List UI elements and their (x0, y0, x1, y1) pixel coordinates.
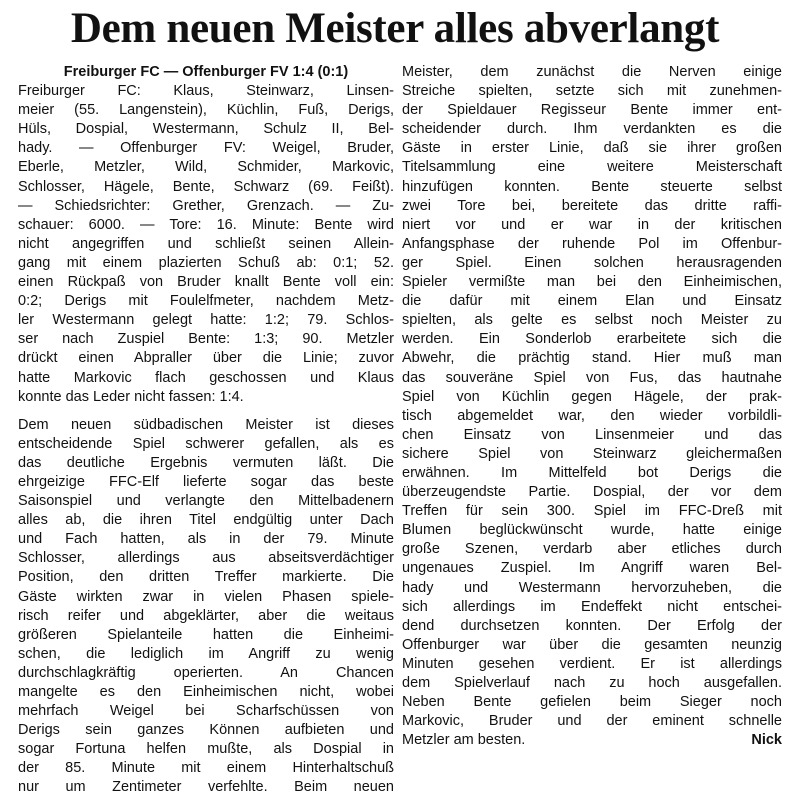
right-column-line (402, 63, 782, 82)
line-text: der 85. Minute mit einem Hinterhaltschuß (18, 760, 394, 777)
line-text: risch reifer und abgeklärter, aber die weitaus (18, 607, 394, 624)
line-text: nicht angegriffen und schließt seinen Allein- (18, 235, 394, 252)
right-column-line (402, 579, 782, 598)
left-column-line (18, 349, 394, 368)
line-text: große Szenen, verdarb aber etliches durch (402, 541, 782, 558)
left-column-line (18, 588, 394, 607)
line-text: dend durchsetzen konnten. Der Erfolg der (402, 617, 782, 634)
left-column-line (18, 778, 394, 797)
right-column-line (402, 731, 782, 750)
line-text: chen Einsatz von Linsenmeier und das (402, 426, 782, 443)
line-text: sich allerdings im Endeffekt nicht entschei- (402, 598, 782, 615)
line-text: ler Westermann gelegt hatte: 1:2; 79. Schlos- (18, 312, 394, 329)
line-text: Hüls, Dospial, Westermann, Schulz II, Bel- (18, 121, 394, 138)
line-text: durchschlagkräftig operierten. An Chancen (18, 664, 394, 681)
right-column-line (402, 388, 782, 407)
left-column (18, 63, 394, 798)
right-column-line (402, 540, 782, 559)
line-text: hady. — Offenburger FV: Weigel, Bruder, (18, 140, 394, 157)
line-text: Markovic, Bruder und der eminent schnelle (402, 713, 782, 730)
right-column-line (402, 407, 782, 426)
left-column-line (18, 197, 394, 216)
line-text: erwähnen. Im Mittelfeld bot Derigs die (402, 464, 782, 481)
left-column-line (18, 369, 394, 388)
line-text: Schlosser, allerdings aus abseitsverdächtiger (18, 550, 394, 567)
right-column-line (402, 655, 782, 674)
left-column-line (18, 740, 394, 759)
line-text: sichere Spiel von Steinwarz gleichermaßen (402, 445, 782, 462)
line-text: hatte Markovic flach geschossen und Klaus (18, 369, 394, 386)
line-text: Gäste in erster Linie, daß sie ihrer großen (402, 140, 782, 157)
right-column-line (402, 216, 782, 235)
line-text: Anfangsphase der ruhende Pol im Offenbur- (402, 235, 782, 252)
right-column-line (402, 197, 782, 216)
right-column-line (402, 674, 782, 693)
line-text: drückt einen Abpraller über die Linie; zuvor (18, 350, 394, 367)
left-column-line (18, 311, 394, 330)
line-text: Blumen beglückwünscht wurde, hatte einige (402, 522, 782, 539)
left-column-line (18, 721, 394, 740)
line-text: Titelsammlung eine weitere Meisterschaft (402, 159, 782, 176)
line-text: Derigs sein ganzes Können aufbieten und (18, 722, 394, 739)
line-text: scheidender durch. Ihm verdankten es die (402, 121, 782, 138)
line-text: Minuten gesehen verdient. Er ist allerdings (402, 655, 782, 672)
left-column-line (18, 101, 394, 120)
right-column-line (402, 712, 782, 731)
line-text: Schlosser, Hägele, Bente, Schwarz (69. Feißt). (18, 178, 394, 195)
left-column-line (18, 273, 394, 292)
right-column-line (402, 139, 782, 158)
line-text: Saisonspiel und verlangte den Mittelbadenern (18, 493, 394, 510)
line-text: Spieler vermißte man bei den Einheimischen, (402, 274, 782, 291)
line-text: Offenburger war über die gesamten neunzig (402, 636, 782, 653)
line-text: Abwehr, die prächtig stand. Hier muß man (402, 350, 782, 367)
line-text: konnte das Leder nicht fassen: 1:4. (18, 388, 244, 405)
line-text: ehrgeizige FFC-Elf lieferte sogar das beste (18, 473, 394, 490)
right-column-line (402, 464, 782, 483)
line-text: Freiburger FC: Klaus, Steinwarz, Linsen- (18, 83, 394, 100)
right-column-line (402, 636, 782, 655)
left-column-line (18, 254, 394, 273)
line-text: schauer: 6000. — Tore: 16. Minute: Bente wird (18, 216, 394, 233)
left-column-line (18, 626, 394, 645)
left-column-line (18, 120, 394, 139)
right-column-line (402, 521, 782, 540)
right-column-line (402, 292, 782, 311)
left-column-line (18, 330, 394, 349)
line-text: Treffen für sein 300. Spiel im FFC-Dreß mit (402, 503, 782, 520)
author-signature: Nick (751, 732, 782, 749)
line-text: tisch abgemeldet war, den wieder vorbildli- (402, 407, 782, 424)
right-column-line (402, 158, 782, 177)
left-column-line (18, 607, 394, 626)
headline: Dem neuen Meister alles abverlangt (70, 5, 720, 52)
left-column-line (18, 664, 394, 683)
left-column-line (18, 388, 394, 407)
line-text: mehrfach Weigel bei Scharfschüssen von (18, 703, 394, 720)
line-text: der Spieldauer Regisseur Bente immer ent- (402, 102, 782, 119)
right-column-line (402, 445, 782, 464)
right-column-line (402, 559, 782, 578)
right-column-line (402, 598, 782, 617)
line-text: ungenaues Zuspiel. Im Angriff waren Bel- (402, 560, 782, 577)
line-text: werden. Ein Sonderlob erarbeitete sich die (402, 331, 782, 348)
left-column-line (18, 473, 394, 492)
left-column-line (18, 292, 394, 311)
right-column-line (402, 120, 782, 139)
left-column-line (18, 683, 394, 702)
line-text: hady und Westermann hervorzuheben, die (402, 579, 782, 596)
line-text: schen, die lediglich im Angriff zu wenig (18, 645, 394, 662)
left-column-line (18, 454, 394, 473)
left-column-line (18, 702, 394, 721)
line-text: Neben Bente gefielen beim Sieger noch (402, 694, 782, 711)
line-text: gang mit einem plazierten Schuß ab: 0:1; 52. (18, 254, 394, 271)
right-column-line (402, 82, 782, 101)
line-text: — Schiedsrichter: Grether, Grenzach. — Zu- (18, 197, 394, 214)
left-column-line (18, 511, 394, 530)
line-text: sogar Fortuna helfen mußte, als Dospial in (18, 741, 394, 758)
left-column-line (18, 568, 394, 587)
right-column-line (402, 426, 782, 445)
left-column-line (18, 216, 394, 235)
line-text: spielten, als gelte es selbst noch Meister zu (402, 312, 782, 329)
left-column-line (18, 530, 394, 549)
right-column-line (402, 502, 782, 521)
line-text: ser nach Zuspiel Bente: 1:3; 90. Metzler (18, 331, 394, 348)
line-text: 0:2; Derigs mit Foulelfmeter, nachdem Metz- (18, 293, 394, 310)
right-column-line (402, 254, 782, 273)
line-text: die dafür mit einem Elan und Einsatz (402, 293, 782, 310)
line-text: nur um Zentimeter verfehlte. Beim neuen (18, 779, 394, 796)
line-text: und Fach hatten, als in der 79. Minute (18, 531, 394, 548)
left-column-line (18, 645, 394, 664)
line-text: entscheidende Spiel schwerer gefallen, als es (18, 435, 394, 452)
left-column-line (18, 235, 394, 254)
right-column (402, 63, 782, 750)
left-column-line (18, 549, 394, 568)
line-text: Dem neuen südbadischen Meister ist dieses (18, 416, 394, 433)
left-column-line (18, 178, 394, 197)
left-column-line (18, 759, 394, 778)
line-text: alles ab, die ihren Titel endgültig unter Dach (18, 512, 394, 529)
line-text: Gäste wirkten zwar in vielen Phasen spiele- (18, 588, 394, 605)
line-text: zwei Tore bei, bereitete das dritte raffi- (402, 197, 782, 214)
line-text: Freiburger FC — Offenburger FV 1:4 (0:1) (63, 64, 349, 80)
line-text: Metzler am besten. (402, 732, 526, 749)
line-text: einen Rückpaß von Bruder knallt Bente voll ein: (18, 274, 394, 291)
right-column-line (402, 101, 782, 120)
right-column-line (402, 235, 782, 254)
line-text: Spiel von Küchlin gegen Hägele, der prak- (402, 388, 782, 405)
line-text: das deutliche Ergebnis vermuten läßt. Die (18, 454, 394, 471)
line-text: überzeugendste Partie. Dospial, der vor dem (402, 484, 782, 501)
left-column-line (18, 82, 394, 101)
line-text: meier (55. Langenstein), Küchlin, Fuß, Derigs, (18, 102, 394, 119)
right-column-line (402, 273, 782, 292)
right-column-line (402, 178, 782, 197)
right-column-line (402, 483, 782, 502)
right-column-line (402, 693, 782, 712)
left-column-line (18, 158, 394, 177)
line-text: Eberle, Metzler, Wild, Schmider, Markovic, (18, 159, 394, 176)
line-text: größeren Spielanteile hatten die Einheimi- (18, 626, 394, 643)
right-column-line (402, 349, 782, 368)
line-text: Position, den dritten Treffer markierte. Die (18, 569, 394, 586)
left-column-line (18, 492, 394, 511)
line-text: ger Spiel. Einen solchen herausragenden (402, 254, 782, 271)
line-text: das souveräne Spiel von Fus, das hautnahe (402, 369, 782, 386)
left-column-line (18, 139, 394, 158)
right-column-line (402, 617, 782, 636)
left-column-line (18, 63, 394, 82)
line-text: dem Spielverlauf nach zu hoch ausgefallen. (402, 675, 782, 691)
right-column-line (402, 369, 782, 388)
line-text: hinzufügen konnten. Bente steuerte selbst (402, 178, 782, 195)
line-text: Streiche spielten, setzte sich mit zunehmen- (402, 83, 782, 100)
line-text: niert vor und er war in der kritischen (402, 216, 782, 233)
line-text: Meister, dem zunächst die Nerven einige (402, 64, 782, 80)
right-column-line (402, 330, 782, 349)
line-text: mangelte es den Einheimischen nicht, wobei (18, 684, 394, 700)
left-column-line (18, 435, 394, 454)
right-column-line (402, 311, 782, 330)
left-column-line (18, 416, 394, 435)
